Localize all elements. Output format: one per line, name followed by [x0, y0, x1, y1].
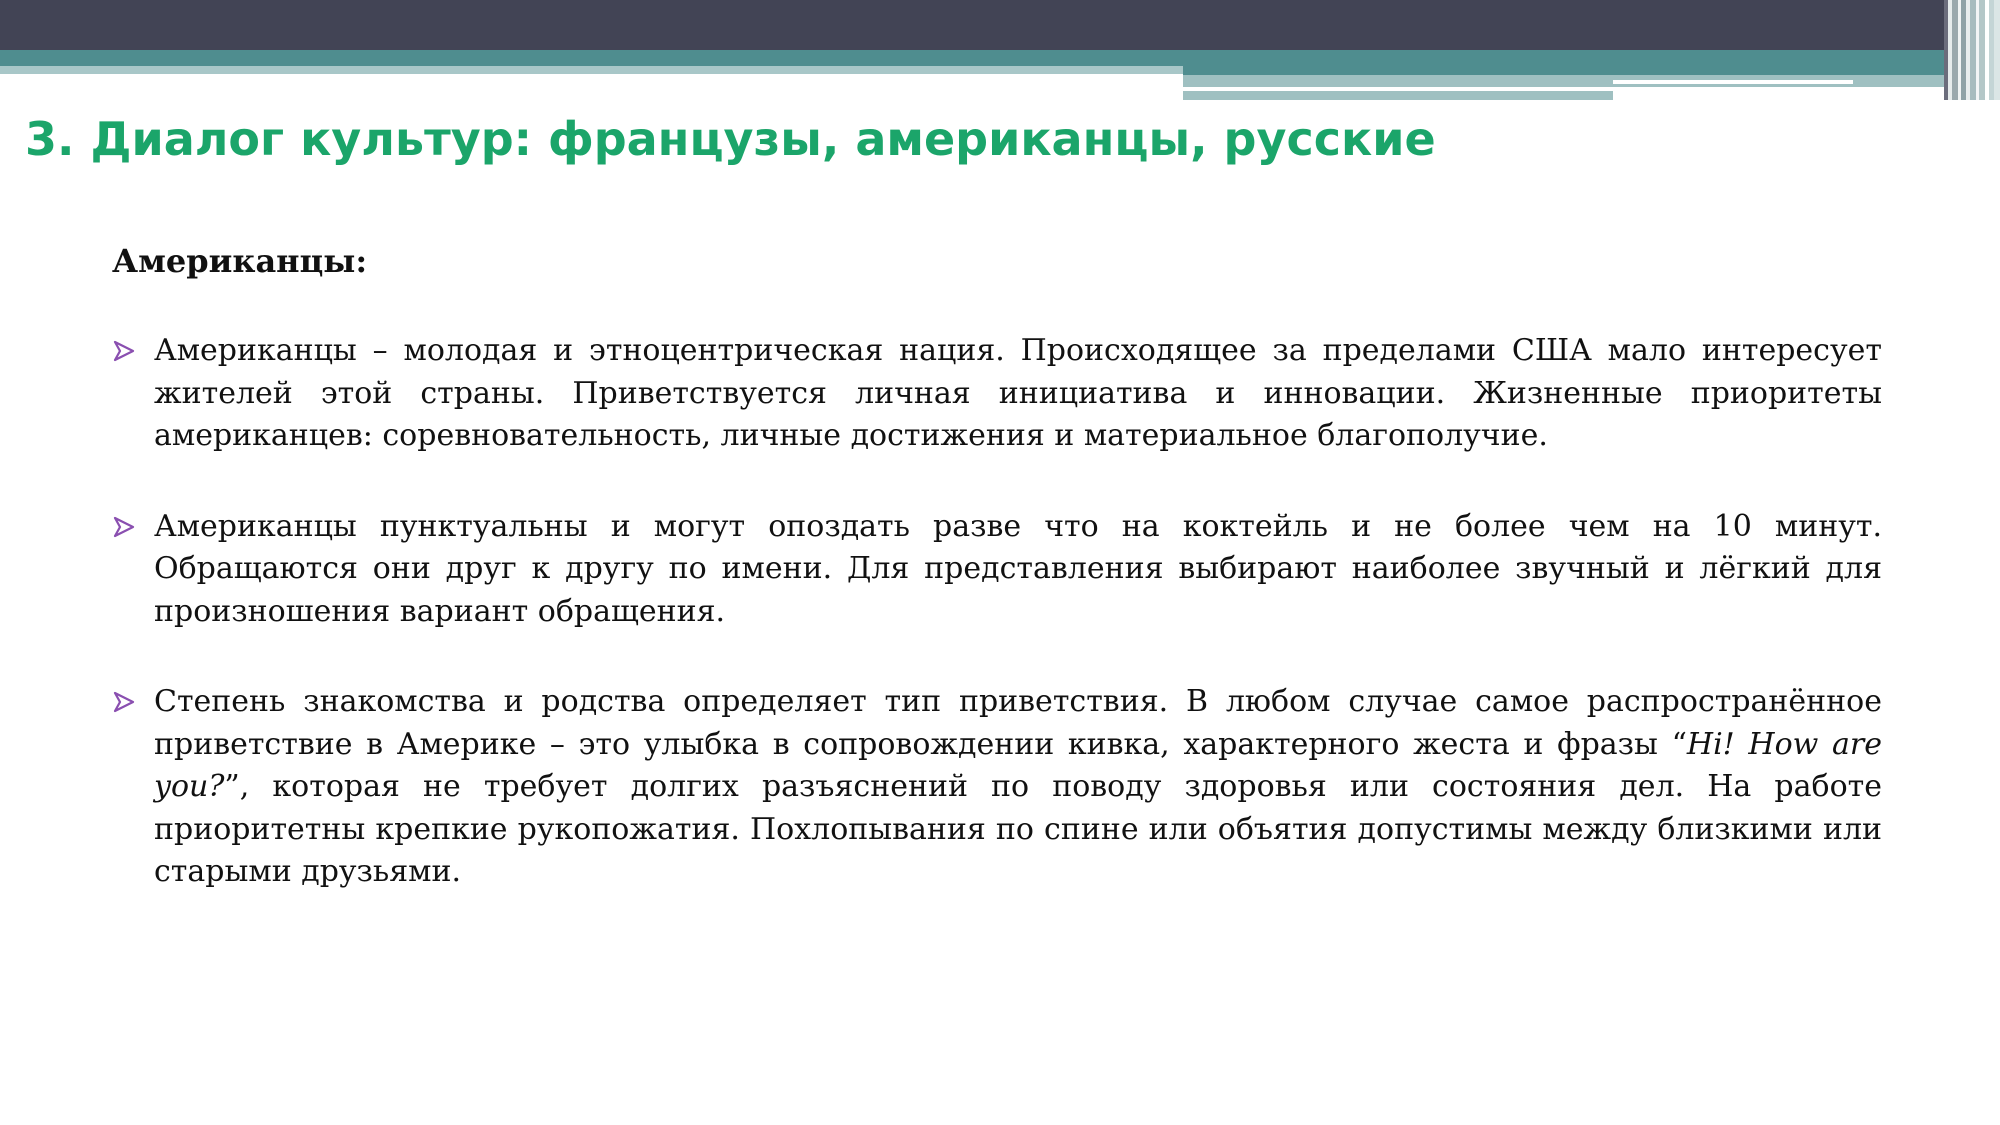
bullet-text: Американцы пунктуальны и могут опоздать разве что на коктейль и не более чем на 10 минут. Обращаются они друг к другу по имени. Для представления выбирают наиболее звучный и лёгкий для произношения вариант обращения. — [154, 508, 1882, 629]
slide-title: 3. Диалог культур: французы, американцы, русские — [25, 112, 1436, 166]
arrow-bullet-icon — [112, 515, 136, 539]
section-heading: Американцы: — [112, 242, 368, 280]
bullet-text-start: Степень знакомства и родства определяет тип приветствия. В любом случае самое распространённое приветствие в Америке – это улыбка в сопровождении кивка, характерного жеста и фразы “ — [154, 684, 1882, 762]
arrow-bullet-icon — [112, 690, 136, 714]
bullet-list — [112, 330, 1882, 942]
header-band-dark — [0, 0, 2000, 50]
bullet-text-italic: Hi! How are you? — [154, 726, 1882, 804]
header-stripes — [1944, 0, 2000, 100]
bullet-item — [112, 681, 1882, 894]
header-band-right-bar — [1613, 80, 1853, 84]
bullet-text-end: ”, которая не требует долгих разъяснений по поводу здоровья или состояния дел. На работе приоритетны крепкие рукопожатия. Похлопывания по спине или объятия допустимы между близкими или старыми друзьями. — [154, 769, 1882, 889]
bullet-text: Американцы – молодая и этноцентрическая нация. Происходящее за пределами США мало интересует жителей этой страны. Приветствуется личная инициатива и инновации. Жизненные приоритеты американцев: соревновательность, личные достижения и материальное благополучие. — [154, 333, 1882, 453]
header-band-right-light — [1183, 75, 2000, 87]
header-band-right-bottom — [1183, 91, 1613, 100]
header-band-light — [0, 66, 1183, 74]
bullet-item — [112, 506, 1882, 634]
arrow-bullet-icon — [112, 339, 136, 363]
header-band-right — [1183, 66, 2000, 75]
bullet-item — [112, 330, 1882, 458]
header-band-teal — [0, 50, 2000, 66]
